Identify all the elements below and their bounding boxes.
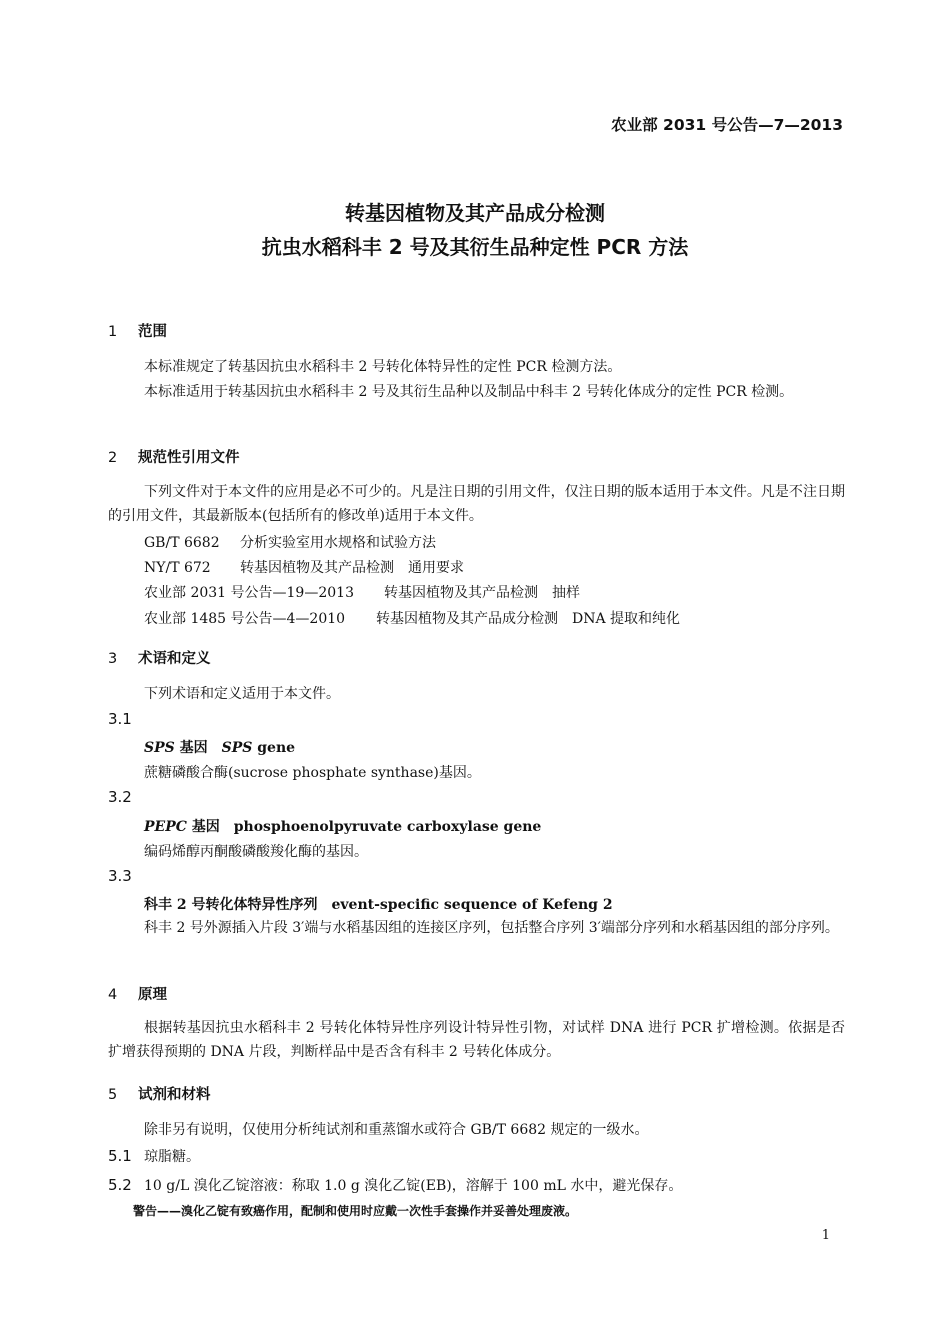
reference-item: [144, 608, 680, 628]
reference-title: 转基因植物及其产品检测 通用要求: [240, 560, 464, 576]
subsection-number: 3.2: [108, 788, 132, 806]
reference-item: [144, 582, 580, 602]
section-3-heading: [108, 647, 211, 668]
reference-title: 分析实验室用水规格和试验方法: [240, 535, 436, 551]
reference-code: 农业部 1485 号公告—4—2010: [144, 611, 346, 627]
term-title: 科丰 2 号转化体特异性序列 event-specific sequence of Kefeng 2: [144, 897, 613, 913]
section-number: 1: [108, 324, 118, 340]
section-title: 术语和定义: [138, 651, 211, 667]
reference-code: 农业部 2031 号公告—19—2013: [144, 585, 354, 601]
reference-title: 转基因植物及其产品检测 抽样: [384, 585, 580, 601]
section-number: 4: [108, 987, 118, 1003]
reference-code: GB/T 6682: [144, 535, 220, 551]
title-line-2: 抗虫水稻科丰 2 号及其衍生品种定性 PCR 方法: [261, 235, 689, 259]
paragraph: 根据转基因抗虫水稻科丰 2 号转化体特异性序列设计特异性引物，对试样 DNA 进行 PCR 扩增检测。依据是否扩增获得预期的 DNA 片段，判断样品中是否含有科丰 2 号转化体成分。: [108, 1020, 845, 1060]
page-number: 1: [821, 1228, 830, 1243]
section-1-heading: [108, 320, 167, 341]
document-number: 农业部 2031 号公告—7—2013: [611, 116, 843, 134]
subsection-number: 3.3: [108, 867, 132, 885]
section-title: 范围: [138, 324, 167, 340]
section-2-heading: [108, 446, 240, 467]
list-item: [108, 1175, 682, 1195]
term-definition: 编码烯醇丙酮酸磷酸羧化酶的基因。: [144, 844, 368, 860]
reference-title: 转基因植物及其产品成分检测 DNA 提取和纯化: [376, 611, 681, 627]
term-definition: 科丰 2 号外源插入片段 3′端与水稻基因组的连接区序列，包括整合序列 3′端部分序列和水稻基因组的部分序列。: [144, 920, 839, 936]
reference-item: [144, 557, 464, 577]
term-definition: 蔗糖磷酸合酶(sucrose phosphate synthase)基因。: [144, 765, 481, 781]
section-5-heading: [108, 1083, 211, 1104]
section-4-heading: [108, 983, 167, 1004]
section-title: 原理: [138, 987, 167, 1003]
item-text: 10 g/L 溴化乙锭溶液：称取 1.0 g 溴化乙锭(EB)，溶解于 100 mL 水中，避光保存。: [144, 1178, 683, 1194]
title-line-1: 转基因植物及其产品成分检测: [345, 201, 605, 225]
subsection-number: 3.1: [108, 710, 132, 728]
item-number: 5.2: [108, 1176, 132, 1194]
term-title: PEPC 基因 phosphoenolpyruvate carboxylase gene: [144, 819, 542, 835]
section-number: 2: [108, 450, 118, 466]
warning-note: 警告——溴化乙锭有致癌作用，配制和使用时应戴一次性手套操作并妥善处理废液。: [133, 1204, 578, 1218]
paragraph: 除非另有说明，仅使用分析纯试剂和重蒸馏水或符合 GB/T 6682 规定的一级水。: [144, 1122, 649, 1138]
paragraph: 本标准规定了转基因抗虫水稻科丰 2 号转化体特异性的定性 PCR 检测方法。: [144, 359, 622, 375]
term-title: SPS 基因 SPS gene: [144, 740, 296, 756]
reference-code: NY/T 672: [144, 560, 211, 576]
item-text: 琼脂糖。: [144, 1149, 200, 1165]
section-title: 试剂和材料: [138, 1087, 211, 1103]
reference-item: [144, 532, 436, 552]
item-number: 5.1: [108, 1147, 132, 1165]
paragraph: 下列术语和定义适用于本文件。: [144, 686, 340, 702]
paragraph: 本标准适用于转基因抗虫水稻科丰 2 号及其衍生品种以及制品中科丰 2 号转化体成分的定性 PCR 检测。: [144, 384, 794, 400]
list-item: [108, 1146, 200, 1166]
paragraph: 下列文件对于本文件的应用是必不可少的。凡是注日期的引用文件，仅注日期的版本适用于本文件。凡是不注日期的引用文件，其最新版本(包括所有的修改单)适用于本文件。: [108, 484, 845, 524]
section-number: 3: [108, 651, 118, 667]
section-number: 5: [108, 1087, 118, 1103]
section-title: 规范性引用文件: [138, 450, 240, 466]
